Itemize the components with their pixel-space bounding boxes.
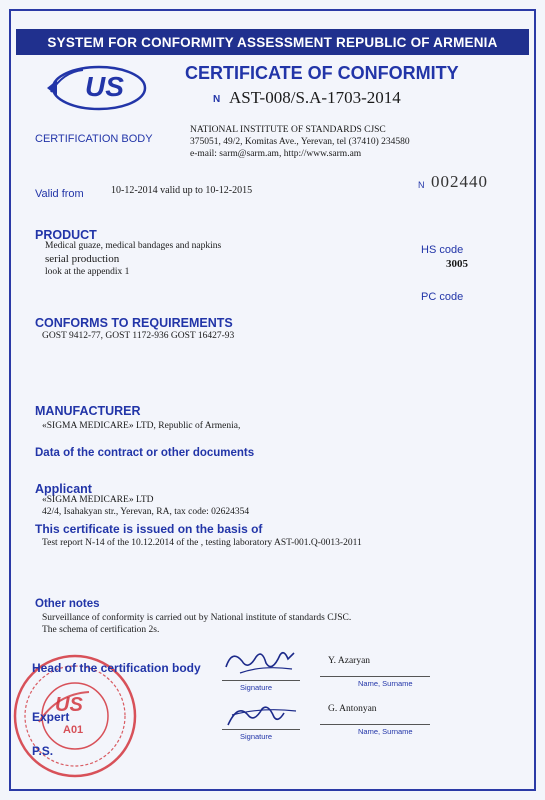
- cert-number-prefix: N: [213, 94, 221, 105]
- product-label: PRODUCT: [35, 228, 97, 242]
- contract-label: Data of the contract or other documents: [35, 447, 255, 459]
- requirements-label: CONFORMS TO REQUIREMENTS: [35, 316, 233, 330]
- handwritten-signature-icon: [222, 697, 302, 731]
- head-signature-caption: Signature: [240, 683, 273, 692]
- logo-text: US: [85, 71, 124, 102]
- head-name-caption: Name, Surname: [358, 679, 413, 688]
- handwritten-signature-icon: [222, 645, 302, 679]
- cert-body-line3: e-mail: sarm@sarm.am, http://www.sarm.am: [190, 149, 362, 159]
- basis-label: This certificate is issued on the basis of: [35, 522, 263, 536]
- stamp-center-text: US: [55, 694, 83, 716]
- expert-signature: [222, 697, 302, 736]
- banner-text: SYSTEM FOR CONFORMITY ASSESSMENT REPUBLIC OF ARMENIA: [47, 34, 498, 50]
- applicant-label: Applicant: [35, 482, 92, 496]
- other-notes-label: Other notes: [35, 598, 100, 610]
- head-signature-line: [222, 680, 300, 681]
- product-line2: serial production: [45, 253, 120, 265]
- requirements-value: GOST 9412-77, GOST 1172-936 GOST 16427-93: [42, 331, 235, 341]
- product-line1: Medical guaze, medical bandages and napkins: [45, 241, 222, 251]
- applicant-line1: «SIGMA MEDICARE» LTD: [42, 495, 154, 505]
- stamp-code: A01: [63, 724, 84, 736]
- basis-value: Test report N-14 of the 10.12.2014 of the , testing laboratory AST-001.Q-0013-2011: [42, 538, 362, 548]
- certificate-title: CERTIFICATE OF CONFORMITY: [185, 63, 459, 83]
- other-notes-line1: Surveillance of conformity is carried out by National institute of standards CJSC.: [42, 613, 352, 623]
- us-logo: [43, 62, 151, 114]
- head-name-line: [320, 676, 430, 677]
- applicant-line2: 42/4, Isahakyan str., Yerevan, RA, tax code: 02624354: [42, 507, 250, 517]
- expert-signature-caption: Signature: [240, 732, 273, 741]
- expert-label: Expert: [32, 710, 70, 724]
- head-label: Head of the certification body: [32, 661, 201, 675]
- certification-body-label: CERTIFICATION BODY: [35, 133, 153, 145]
- expert-name-caption: Name, Surname: [358, 727, 413, 736]
- product-line3: look at the appendix 1: [45, 267, 130, 277]
- expert-name: G. Antonyan: [328, 704, 377, 714]
- manufacturer-label: MANUFACTURER: [35, 404, 141, 418]
- expert-name-line: [320, 724, 430, 725]
- head-name: Y. Azaryan: [328, 656, 371, 666]
- expert-signature-line: [222, 729, 300, 730]
- other-notes-line2: The schema of certification 2s.: [42, 625, 160, 635]
- hs-code-value: 3005: [446, 258, 468, 270]
- cert-body-line1: NATIONAL INSTITUTE OF STANDARDS CJSC: [190, 125, 386, 135]
- valid-from-label: Valid from: [35, 188, 84, 200]
- top-banner: [16, 29, 529, 55]
- manufacturer-value: «SIGMA MEDICARE» LTD, Republic of Armenia,: [42, 421, 241, 431]
- certificate-number: AST-008/S.A-1703-2014: [229, 88, 401, 107]
- head-signature: [222, 645, 302, 684]
- valid-period: 10-12-2014 valid up to 10-12-2015: [111, 185, 253, 196]
- cert-body-line2: 375051, 49/2, Komitas Ave., Yerevan, tel (37410) 234580: [190, 137, 410, 147]
- serial-number: 002440: [431, 172, 488, 191]
- ps-label: P.S.: [32, 744, 54, 758]
- pc-code-label: PC code: [421, 291, 464, 303]
- serial-prefix: N: [418, 180, 425, 190]
- hs-code-label: HS code: [421, 244, 464, 256]
